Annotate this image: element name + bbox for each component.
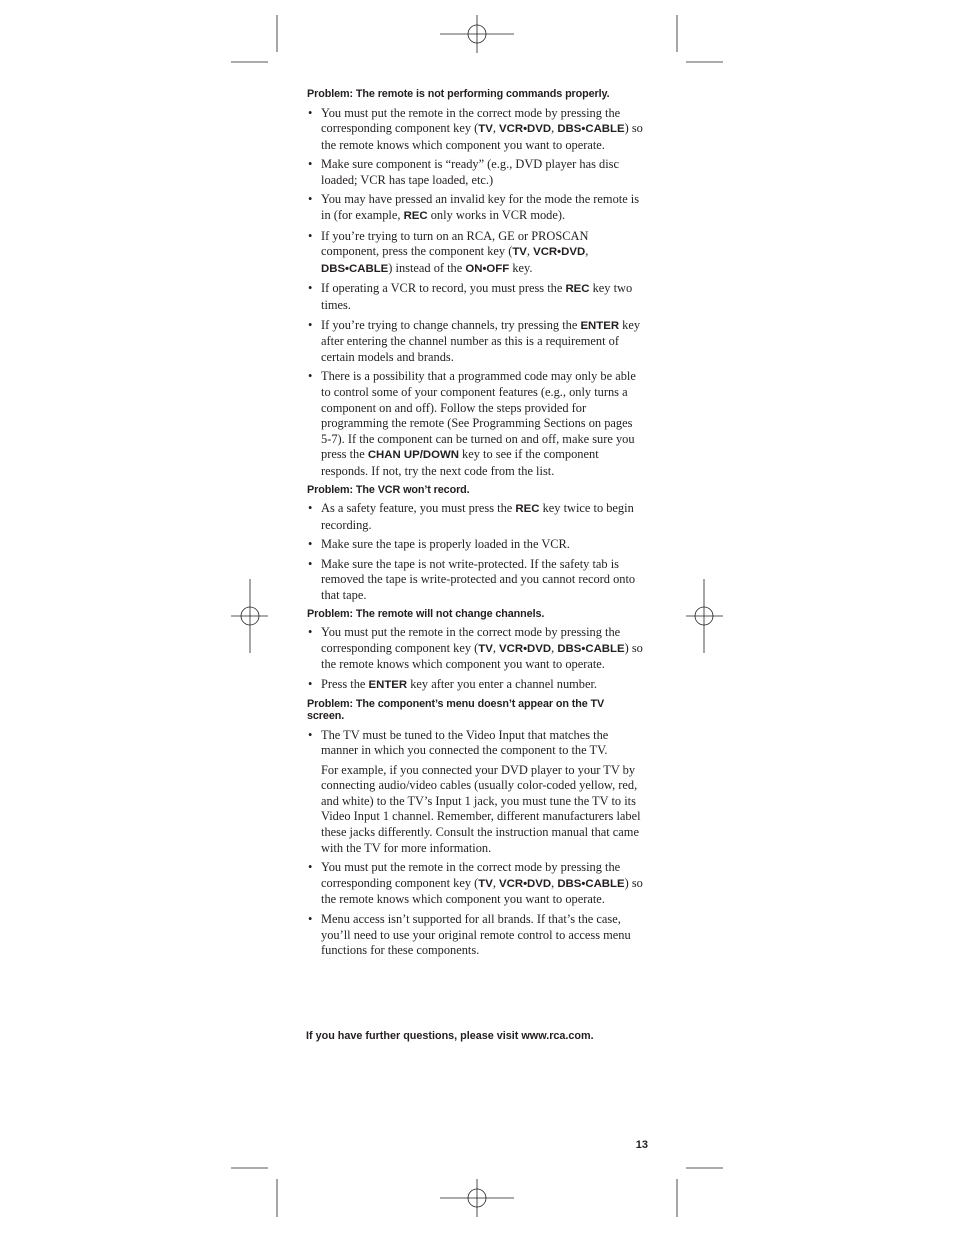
- solution-text: You may have pressed an invalid key for the mode the remote is in (for example,: [321, 192, 640, 223]
- solution-item: [307, 625, 643, 673]
- solution-text: Make sure the tape is not write-protected. If the safety tab is removed the tape is write-protected and you cannot record onto that tape.: [321, 556, 636, 603]
- remote-key-label: VCR•DVD: [533, 246, 586, 259]
- solution-text: You must put the remote in the correct mode by pressing the corresponding component key (: [321, 105, 621, 136]
- page-number: 13: [635, 1139, 648, 1151]
- remote-key-label: TV: [478, 642, 493, 655]
- remote-key-label: ENTER: [580, 319, 620, 332]
- remote-key-label: VCR•DVD: [499, 877, 552, 890]
- solution-text: key twice to begin recording.: [321, 501, 634, 532]
- remote-key-label: CHAN UP/DOWN: [367, 449, 459, 462]
- remote-key-label: REC: [565, 283, 590, 296]
- registration-mark-bottom: [440, 1179, 514, 1217]
- problem-section: [307, 608, 643, 694]
- remote-key-label: VCR•DVD: [499, 642, 552, 655]
- solution-text: Menu access isn’t supported for all brands. If that’s the case, you’ll need to use your original remote control to access menu functions for these components.: [321, 912, 631, 958]
- problem-section: [307, 484, 643, 604]
- remote-key-label: DBS•CABLE: [557, 877, 625, 890]
- solution-list: [307, 106, 643, 480]
- remote-key-label: DBS•CABLE: [321, 262, 389, 275]
- remote-key-label: DBS•CABLE: [557, 642, 625, 655]
- solution-item: [307, 912, 643, 959]
- remote-key-label: REC: [403, 210, 428, 223]
- solution-text: key.: [509, 260, 533, 275]
- remote-key-label: TV: [478, 877, 493, 890]
- solution-item: [307, 369, 643, 479]
- solution-text: ,: [551, 875, 558, 890]
- solution-text: As a safety feature, you must press the: [321, 501, 516, 516]
- solution-item: [307, 860, 643, 908]
- solution-text: If you’re trying to change channels, try pressing the: [321, 317, 581, 332]
- problem-section: [307, 698, 643, 959]
- registration-mark-top: [440, 15, 514, 53]
- remote-key-label: TV: [512, 246, 527, 259]
- solution-text: ) so the remote knows which component you want to operate.: [321, 640, 643, 672]
- solution-item: [307, 728, 643, 857]
- solution-item: [307, 281, 643, 313]
- solution-item: [307, 501, 643, 533]
- solution-text: ) so the remote knows which component you want to operate.: [321, 875, 643, 907]
- solution-item: [307, 557, 643, 604]
- registration-mark-left: [231, 579, 268, 653]
- solution-text: key to see if the component responds. If not, try the next code from the list.: [321, 447, 599, 478]
- solution-text: There is a possibility that a programmed code may only be able to control some of your component features (e.g., only turns a component on and off). Follow the steps provided for programming the remote (See Programming Sections on pages 5-7). If the component can be turned on and off, make sure you press the: [321, 369, 636, 462]
- problem-heading: Problem: The remote is not performing commands properly.: [307, 88, 610, 100]
- remote-key-label: ON•OFF: [465, 262, 510, 275]
- troubleshooting-content: [307, 88, 643, 963]
- solution-text: ,: [551, 121, 558, 136]
- remote-key-label: ENTER: [368, 678, 408, 691]
- solution-text: ,: [492, 121, 500, 136]
- remote-key-label: VCR•DVD: [499, 123, 552, 136]
- problem-heading: Problem: The remote will not change channels.: [307, 607, 545, 620]
- solution-text: ,: [526, 244, 534, 259]
- solution-item: [307, 677, 643, 694]
- solution-text: ,: [492, 875, 500, 890]
- remote-key-label: TV: [478, 123, 493, 136]
- solution-text: You must put the remote in the correct mode by pressing the corresponding component key (: [321, 625, 621, 655]
- footer-note: If you have further questions, please visit www.rca.com.: [306, 1030, 594, 1042]
- solution-text: ,: [551, 640, 558, 655]
- remote-key-label: DBS•CABLE: [557, 123, 625, 136]
- solution-list: [307, 625, 643, 693]
- solution-text: key after you enter a channel number.: [407, 676, 598, 691]
- solution-item: [307, 318, 643, 366]
- solution-text: only works in VCR mode).: [427, 208, 566, 223]
- solution-text: ,: [585, 244, 589, 259]
- problem-heading: Problem: The VCR won’t record.: [307, 483, 470, 496]
- solution-item: [307, 192, 643, 224]
- registration-mark-right: [686, 579, 723, 653]
- solution-item: [307, 157, 643, 188]
- solution-text: ) instead of the: [388, 260, 466, 275]
- solution-text: If operating a VCR to record, you must press the: [321, 281, 566, 296]
- solution-list: [307, 501, 643, 604]
- solution-paragraph: For example, if you connected your DVD player to your TV by connecting audio/video cables (usually color-coded yellow, red, and white) to the TV’s Input 1 jack, you must tune the TV to its Video Input 1 channel. Remember, different manufacturers label these jacks differently. Consult the instruction manual that came with the TV for more information.: [321, 762, 641, 855]
- solution-text: The TV must be tuned to the Video Input that matches the manner in which you connected the component to the TV.: [321, 727, 609, 758]
- solution-text: Press the: [321, 676, 369, 691]
- solution-text: ,: [492, 640, 500, 655]
- solution-text: Make sure component is “ready” (e.g., DVD player has disc loaded; VCR has tape loaded, etc.): [321, 157, 619, 187]
- solution-item: [307, 537, 643, 553]
- solution-text: Make sure the tape is properly loaded in the VCR.: [321, 537, 570, 552]
- solution-item: [307, 106, 643, 154]
- solution-list: [307, 728, 643, 959]
- problem-section: [307, 88, 643, 480]
- solution-text: You must put the remote in the correct mode by pressing the corresponding component key (: [321, 860, 621, 890]
- solution-item: [307, 229, 643, 278]
- solution-text: If you’re trying to turn on an RCA, GE or PROSCAN component, press the component key (: [321, 228, 589, 259]
- solution-text: key two times.: [321, 281, 633, 313]
- remote-key-label: REC: [515, 503, 540, 516]
- solution-text: key after entering the channel number as this is a requirement of certain models and brands.: [321, 317, 641, 364]
- solution-text: ) so the remote knows which component you want to operate.: [321, 121, 643, 152]
- problem-heading: Problem: The component’s menu doesn’t appear on the TV screen.: [307, 697, 605, 722]
